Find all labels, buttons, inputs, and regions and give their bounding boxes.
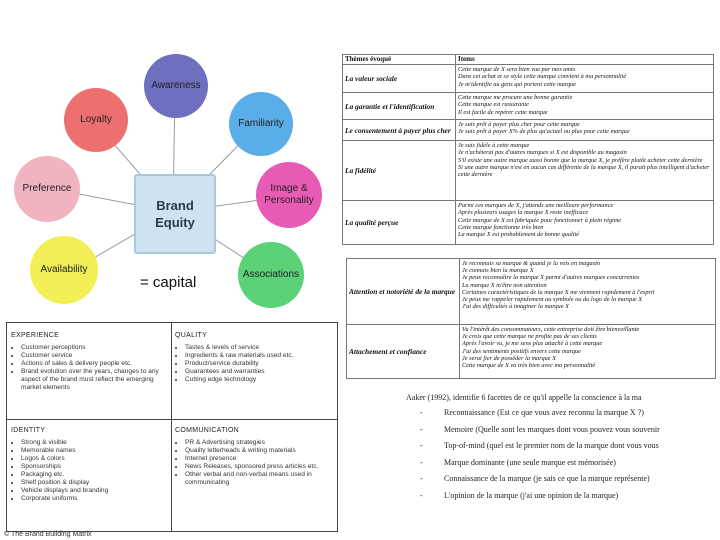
items-cell [456,141,714,201]
matrix-divider-vertical [171,323,172,531]
themes-table [342,54,714,245]
capital-annotation: = capital [140,274,197,291]
matrix-communication [175,427,333,487]
items-cell [456,65,714,93]
list-item: • Shelf position & display [21,479,167,487]
list-item: • Vehicle displays and branding [21,487,167,495]
item-text: Dans cet achat et ce style cette marque convient à ma personnalité [458,73,627,81]
theme-cell: La valeur sociale [343,65,456,93]
table-row [343,93,714,120]
image-personality-label: Image & Personality [264,183,314,206]
list-item: • Logos & colors [21,455,167,463]
item-text: Cette marque de X sera bien vue par mes amis [458,66,576,74]
item-text: Je n'achèterai pas d'autres marques si X est disponible au magasin [458,149,627,157]
familiarity-node [229,92,293,156]
list-item: • Packaging etc. [21,471,167,479]
item-text: Cette marque fonctionne très bien [458,223,544,231]
list-item: • Internet presence [185,455,333,463]
item-text: Vu l'intérêt des consommateurs, cette entreprise doit être bienveillante [462,326,640,333]
matrix-identity [11,427,167,503]
quality-list [175,344,333,384]
brand-equity-diagram [8,48,338,318]
matrix-caption: © The Brand Building Matrix [4,531,92,538]
items-cell [456,120,714,141]
item-text: Je peux me rappeler rapidement au symbole ou du logo de la marque X [462,296,643,304]
item-text: Après l'avoir vu, je me sens plus attaché à cette marque [462,340,603,348]
facet-text: Top-of-mind (quel est le premier nom de la marque dont vous vous [444,441,659,450]
item-text: Cette marque est rassurante [458,101,529,109]
matrix-experience [11,332,167,392]
item-text: J'ai des difficultés à imaginer la marque X [462,303,569,311]
item-text: Je suis prêt à payer X% de plus qu'actuel ou plus pour cette marque [458,128,630,136]
theme-cell: La fidélité [343,141,456,201]
theme-cell: La qualité perçue [343,201,456,245]
image-personality-node [256,162,322,228]
list-item: • PR & Advertising strategies [185,439,333,447]
preference-node [14,156,80,222]
table-row [343,201,714,245]
item-text: Je suis fidèle à cette marque [458,142,530,150]
item-text: J'ai des sentiments positifs envers cette marque [462,347,581,355]
theme-cell: Attachement et confiance [347,325,460,379]
items-cell [460,259,716,325]
familiarity-label: Familiarity [238,118,284,129]
list-item: • Memorable names [21,447,167,455]
facet-text: Connaissance de la marque (je sais ce que la marque représente) [444,474,650,483]
theme-cell: Le consentement à payer plus cher [343,120,456,141]
list-item: - Connaissance de la marque (je sais ce que la marque représente) [420,474,650,483]
item-text: Je connais bien la marque X [462,267,534,275]
facet-text: Reconnaissance (Est ce que vous avez reconnu la marque X ?) [444,408,644,417]
item-text: Après plusieurs usages la marque X reste inefficace [458,209,589,217]
list-item: - Marque dominante (une seule marque est mémorisée) [420,457,616,467]
loyalty-label: Loyalty [80,114,112,125]
list-item: • Cutting edge technology [185,376,333,384]
list-item: • Product/service durability [185,360,333,368]
themes-table-2 [346,258,716,379]
list-item: • Customer perceptions [21,344,167,352]
experience-list [11,344,167,392]
list-item: • Corporate uniforms [21,495,167,503]
item-text: Je crois que cette marque ne profite pas de ses clients [462,333,597,341]
header-themes: Thèmes évoqué [343,55,456,65]
list-item: • Actions of sales & delivery people etc. [21,360,167,368]
list-item: - Top-of-mind (quel est le premier nom de la marque dont vous vous [420,441,659,450]
theme-cell: Attention et notoriété de la marque [347,259,460,325]
identity-title: IDENTITY [11,427,46,434]
list-item: • Other verbal and non-verbal means used in communicating [185,471,333,487]
table-row [347,325,716,379]
items-cell [456,201,714,245]
aaker-intro: Aaker (1992), identifie 6 facettes de ce qu'il appelle la conscience à la ma [406,393,642,402]
items-cell [456,93,714,120]
communication-title: COMMUNICATION [175,427,240,434]
item-text: Si une autre marque n'est en aucun cas différente de la marque X, il parait plus intelligent d'acheter cette dernière [458,163,710,179]
item-text: Il est facile de repérer cette marque [458,108,548,116]
list-item: • Ingredients & raw materials used etc. [185,352,333,360]
list-item: - Memoire (Quelle sont les marques dont vous pouvez vous souvenir [420,424,660,434]
quality-title: QUALITY [175,332,208,339]
awareness-label: Awareness [151,80,201,91]
brand-equity-line-1: Brand [156,198,194,213]
availability-label: Availability [40,264,88,275]
table-row [343,141,714,201]
item-text: Cette marque me procure une bonne garantie [458,94,573,102]
item-text: Cette marque de X va très bien avec ma personnalité [462,362,596,370]
aaker-facets [406,393,716,507]
list-item: • Strong & visible [21,439,167,447]
associations-label: Associations [242,269,300,280]
item-text: Je suis prêt à payer plus cher pour cette marque [458,121,580,129]
brand-equity-box [134,174,216,254]
list-item: • Brand evolution over the years, changes to any aspect of the brand must reflect the emerging market elements [21,368,167,392]
communication-list [175,439,333,487]
table-row [343,65,714,93]
matrix-quality [175,332,333,384]
brand-equity-line-2: Equity [155,215,195,230]
identity-list [11,439,167,503]
experience-title: EXPERIENCE [11,332,60,339]
list-item: • Sponsorships [21,463,167,471]
availability-node [30,236,98,304]
item-text: Je m'identifie au gens qui portent cette marque [458,80,577,88]
item-text: Je peux reconnaître la marque X parmi d'autres marques concurrentes [462,274,640,282]
brand-building-matrix [6,322,338,532]
item-text: Je serai fier de posséder la marque X [462,354,557,362]
list-item: - L'opinion de la marque (j'ai une opinion de la marque) [420,490,619,500]
theme-cell: La garantie et l'identification [343,93,456,120]
list-item: • Guarantees and warranties [185,368,333,376]
associations-node [238,242,304,308]
item-text: Certaines caractéristiques de la marque X me viennent rapidement à l'esprit [462,288,655,296]
list-item: - Reconnaissance (Est ce que vous avez reconnu la marque X ?) [420,408,644,417]
item-text: Je reconnais sa marque & quand je la vois en magasin [462,260,601,267]
table-row [343,120,714,141]
list-item: • Quality letterheads & writing materials [185,447,333,455]
list-item: • Tastes & levels of service [185,344,333,352]
item-text: Cette marque de X est fabriquée pour fonctionner à plein régime [458,216,622,224]
list-item: • Customer service [21,352,167,360]
item-text: La marque X m'être non attention [462,281,547,289]
item-text: La marque X est probablement de bonne qualité [458,231,580,239]
facet-text: Memoire (Quelle sont les marques dont vous pouvez vous souvenir [444,424,660,434]
loyalty-node [64,88,128,152]
matrix-divider-horizontal [7,419,337,420]
list-item: • News Releases, sponsored press articles etc. [185,463,333,471]
facet-text: Marque dominante (une seule marque est mémorisée) [444,457,616,467]
items-cell [460,325,716,379]
preference-label: Preference [22,183,72,194]
item-text: S'il existe une autre marque aussi bonne que la marque X, je préfère plutôt acheter cette dernière [458,156,703,164]
item-text: Parmi ces marques de X, j'attends une meilleure performance [458,202,614,210]
table-row [347,259,716,325]
awareness-node [144,54,208,118]
facet-text: L'opinion de la marque (j'ai une opinion de la marque) [444,490,619,500]
header-items: Items [456,55,714,65]
themes-header-row [343,55,714,65]
